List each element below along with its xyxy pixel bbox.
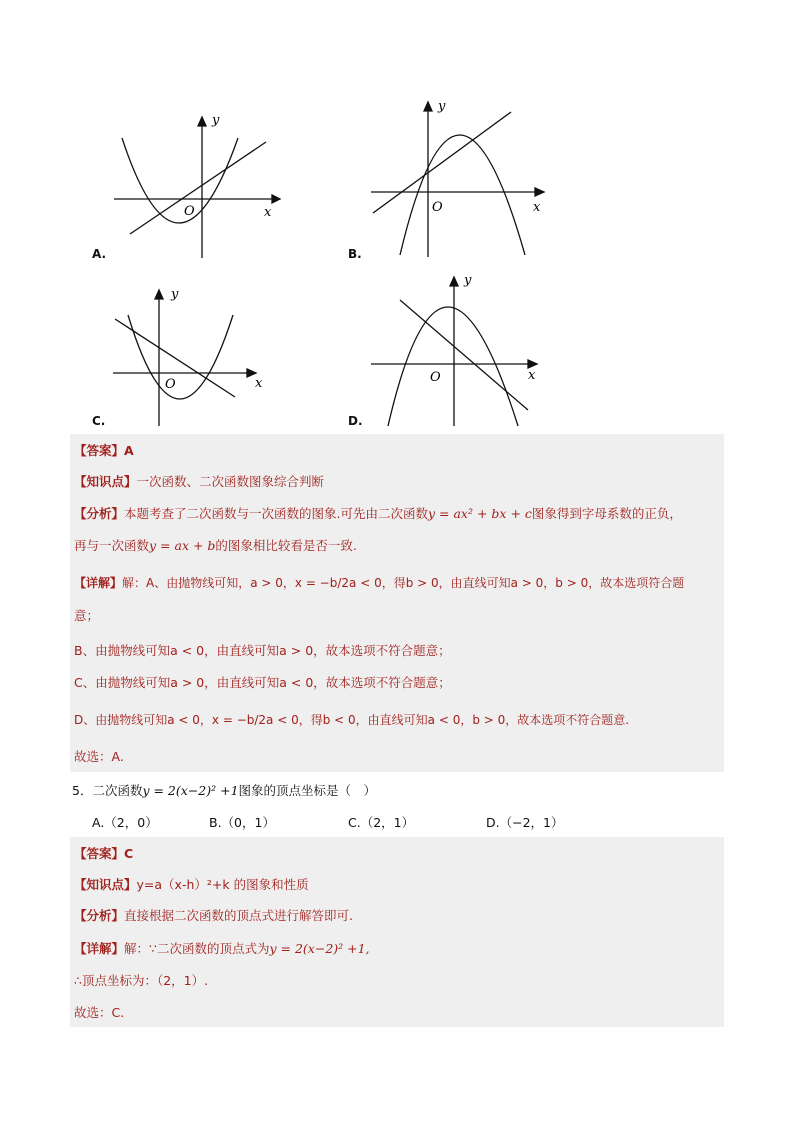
x-axis-arrow [535,188,544,196]
q4-detail-row-b [74,642,451,660]
y-label: y [464,273,472,288]
q4-analysis-row-2 [74,537,357,555]
x-label: x [533,200,541,215]
q5-solution-block [70,837,724,1027]
x-label: x [528,368,536,383]
y-label: y [171,287,179,302]
q5-knowledge-row [74,876,309,894]
option-a-label: A. [92,247,107,261]
detail-text-2: ∴顶点坐标为：（2，1）. [74,973,209,988]
analysis-text-end: 图象得到字母系数的正负， [531,506,682,521]
answer-tag: 【答案】 [74,846,125,861]
analysis-text-2: 再与一次函数 [74,538,150,553]
graph-c [105,283,275,428]
q5-detail-row [74,940,370,958]
y-axis-arrow [424,102,432,111]
origin-label: O [165,377,176,392]
y-label: y [212,113,220,128]
answer-value: C [124,846,134,861]
option-b-label: B. [348,247,362,261]
detail-tag: 【详解】 [74,576,123,590]
knowledge-text: y=a（x-h）²+k 的图象和性质 [136,877,309,892]
q5-choose-row [74,1004,124,1022]
x-axis-arrow [528,360,537,368]
q5-stem-formula: y = 2(x−2)² +1 [142,783,239,798]
knowledge-tag: 【知识点】 [74,474,137,489]
graph-a [100,108,290,260]
line [400,300,528,410]
detail-text-a-end: 意； [74,608,100,623]
x-label: x [255,376,263,391]
parabola [122,138,238,223]
q5-stem [72,781,376,799]
origin-label: O [430,370,441,385]
analysis-text-2-end: 的图象相比较看是否一致. [215,538,357,553]
q5-option-b[interactable]: B.（0，1） [209,815,275,830]
detail-tag: 【详解】 [74,941,125,956]
analysis-formula: y = ax² + bx + c [428,506,532,521]
analysis-text: 本题考查了二次函数与一次函数的图象.可先由二次函数 [124,506,428,521]
q4-analysis-row-1 [74,505,682,523]
y-axis-arrow [155,290,163,299]
q4-choose-row [74,748,124,766]
q4-detail-row-1 [74,574,684,592]
q4-detail-row-d [74,711,629,729]
origin-label: O [184,204,195,219]
option-c-label: C. [92,414,106,428]
y-axis-arrow [198,117,206,126]
analysis-formula-2: y = ax + b [149,538,216,553]
analysis-tag: 【分析】 [74,908,125,923]
analysis-text: 直接根据二次函数的顶点式进行解答即可. [124,908,353,923]
answer-tag: 【答案】 [74,443,125,458]
knowledge-text: 一次函数、二次函数图象综合判断 [136,474,325,489]
line [130,142,266,234]
graph-d [368,268,548,428]
detail-text-b: B、由抛物线可知a < 0，由直线可知a > 0，故本选项不符合题意； [74,643,451,658]
graph-b [365,95,555,260]
knowledge-tag: 【知识点】 [74,877,137,892]
x-axis-arrow [272,195,280,203]
analysis-tag: 【分析】 [74,506,125,521]
choose-text: 故选：A. [74,749,124,764]
q4-knowledge-row [74,473,324,491]
q5-detail-row-2 [74,972,208,990]
q5-option-c[interactable]: C.（2，1） [348,815,415,830]
origin-label: O [432,200,443,215]
answer-value: A [124,443,134,458]
q4-answer-row [74,442,134,460]
q5-option-d[interactable]: D.（−2，1） [486,815,564,830]
q5-analysis-row [74,907,353,925]
option-d-label: D. [348,414,363,428]
parabola [388,307,518,426]
q5-option-a[interactable]: A.（2，0） [92,815,158,830]
detail-text: 解：∵二次函数的顶点式为 [124,941,270,956]
q5-answer-row [74,845,133,863]
detail-formula: y = 2(x−2)² +1, [269,941,370,956]
y-label: y [438,99,446,114]
detail-text-d: D、由抛物线可知a < 0，x = −b/2a < 0，得b < 0，由直线可知a < 0，b > 0，故本选项不符合题意. [74,713,630,727]
detail-text-a: 解：A、由抛物线可知，a > 0，x = −b/2a < 0，得b > 0，由直线可知a > 0，b > 0，故本选项符合题 [122,576,685,590]
parabola [128,315,233,399]
q5-stem-text-end: 图象的顶点坐标是（ ） [238,783,377,798]
q4-detail-row-c [74,674,451,692]
y-axis-arrow [450,277,458,286]
q5-stem-text: 5．二次函数 [72,783,143,798]
parabola [400,135,525,255]
detail-text-c: C、由抛物线可知a > 0，由直线可知a < 0，故本选项不符合题意； [74,675,451,690]
choose-text: 故选：C. [74,1005,125,1020]
x-label: x [264,205,272,220]
q4-detail-row-1b [74,607,99,625]
